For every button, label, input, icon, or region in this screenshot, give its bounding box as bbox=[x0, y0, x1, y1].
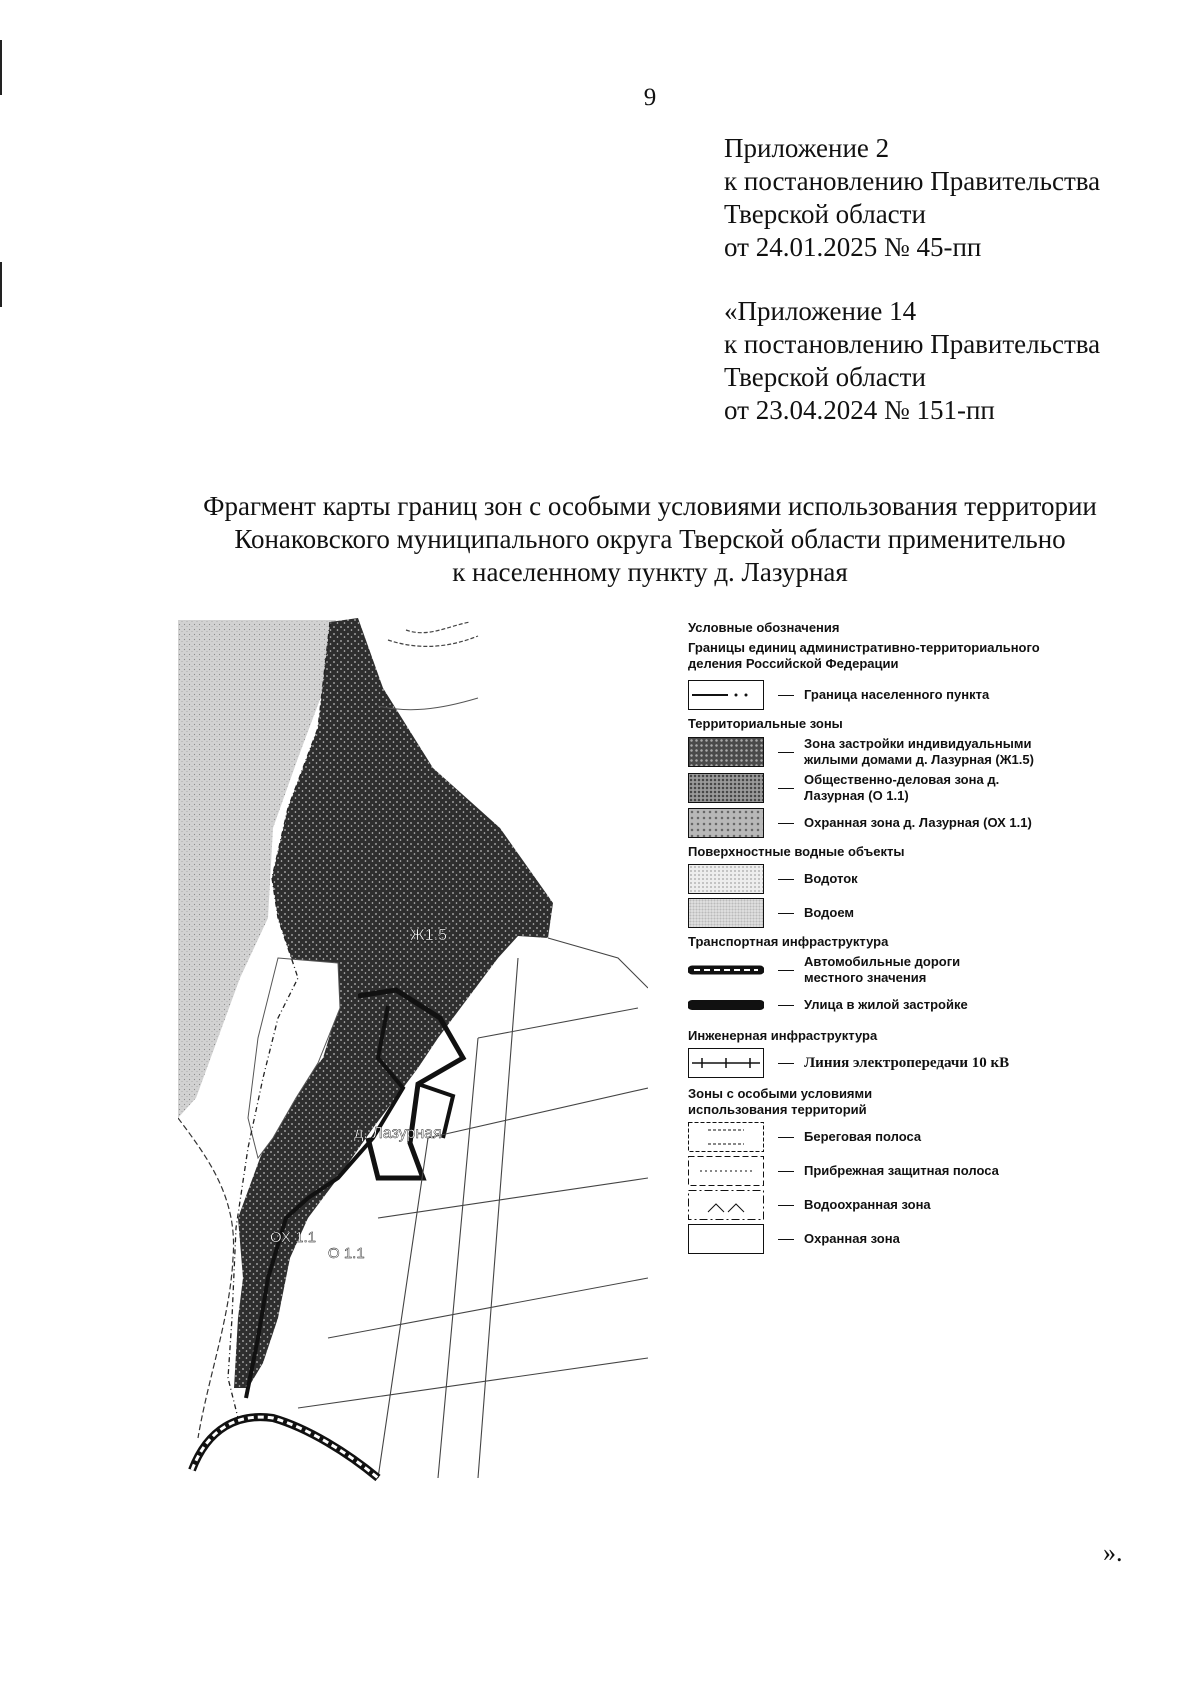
shore-strip-symbol bbox=[688, 1122, 764, 1152]
title-line: Фрагмент карты границ зон с особыми условиями использования территории bbox=[203, 491, 1097, 521]
map-stream bbox=[388, 622, 478, 646]
attachment-line: к постановлению Правительства bbox=[724, 329, 1101, 359]
legend-item-protected bbox=[688, 1224, 1088, 1254]
legend-label: Прибрежная защитная полоса bbox=[804, 1163, 999, 1178]
legend-label: Охранная зона bbox=[804, 1231, 900, 1246]
stream-swatch bbox=[688, 864, 764, 894]
legend-section-admin: Границы единиц административно-территориального деления Российской Федерации bbox=[688, 640, 1040, 671]
page-number: 9 bbox=[643, 84, 657, 111]
map-label-zh15: Ж1.5 bbox=[410, 927, 448, 944]
closing-quote: ». bbox=[1103, 1538, 1123, 1567]
legend-label: Береговая полоса bbox=[804, 1129, 922, 1144]
map-local-road bbox=[192, 1417, 378, 1478]
legend-dash bbox=[778, 879, 794, 880]
attachment-line: Тверской области bbox=[724, 362, 926, 392]
legend-section-territorial: Территориальные зоны bbox=[688, 716, 843, 731]
title-line: к населенному пункту д. Лазурная bbox=[452, 557, 848, 587]
legend-label: Улица в жилой застройке bbox=[804, 997, 968, 1012]
legend-item-o11 bbox=[688, 772, 1088, 804]
legend-label: Зона застройки индивидуальными жилыми домами д. Лазурная (Ж1.5) bbox=[804, 736, 1034, 767]
legend-dash bbox=[778, 1137, 794, 1138]
legend-label: Общественно-деловая зона д. Лазурная (О 1.1) bbox=[804, 772, 1000, 803]
legend-label: Автомобильные дороги местного значения bbox=[804, 954, 961, 985]
legend-dash bbox=[778, 752, 794, 753]
settlement-border-symbol bbox=[688, 680, 764, 710]
legend-item-street bbox=[688, 990, 1088, 1020]
legend-section-engineering: Инженерная инфраструктура bbox=[688, 1028, 878, 1043]
map-legend bbox=[688, 620, 1088, 1258]
legend-dash bbox=[778, 970, 794, 971]
legend-dash bbox=[778, 1005, 794, 1006]
legend-item-ox11 bbox=[688, 808, 1088, 838]
ox11-swatch bbox=[688, 808, 764, 838]
legend-item-pond bbox=[688, 898, 1088, 928]
zone-map bbox=[178, 618, 648, 1493]
map-shoreline bbox=[178, 1118, 234, 1438]
attachment-line: Приложение 2 bbox=[724, 133, 890, 163]
legend-dash bbox=[778, 1239, 794, 1240]
street-symbol bbox=[688, 990, 764, 1020]
document-title bbox=[0, 490, 1200, 589]
attachment-line: к постановлению Правительства bbox=[724, 166, 1101, 196]
legend-dash bbox=[778, 913, 794, 914]
legend-dash bbox=[778, 1171, 794, 1172]
legend-label: Водоток bbox=[804, 871, 858, 886]
legend-dash bbox=[778, 788, 794, 789]
legend-item-water-protection bbox=[688, 1190, 1088, 1220]
legend-section-transport: Транспортная инфраструктура bbox=[688, 934, 889, 949]
legend-item-local-roads bbox=[688, 954, 1088, 986]
zh15-swatch bbox=[688, 737, 764, 767]
legend-label: Граница населенного пункта bbox=[804, 687, 990, 702]
legend-dash bbox=[778, 695, 794, 696]
protected-zone-symbol bbox=[688, 1224, 764, 1254]
legend-label: Водоохранная зона bbox=[804, 1197, 931, 1212]
page-edge-mark bbox=[0, 262, 2, 307]
map-label-ox11: ОХ 1.1 bbox=[270, 1229, 317, 1246]
legend-item-zh15 bbox=[688, 736, 1088, 768]
legend-section-water: Поверхностные водные объекты bbox=[688, 844, 905, 859]
legend-item-coastal-protective bbox=[688, 1156, 1088, 1186]
legend-item-powerline bbox=[688, 1048, 1088, 1078]
attachment-block-2 bbox=[724, 295, 1100, 427]
legend-dash bbox=[778, 1063, 794, 1064]
legend-dash bbox=[778, 1205, 794, 1206]
attachment-line: от 24.01.2025 № 45-пп bbox=[724, 232, 982, 262]
legend-label: Охранная зона д. Лазурная (ОХ 1.1) bbox=[804, 815, 1032, 830]
attachment-block-1 bbox=[724, 132, 1100, 264]
map-label-o11: О 1.1 bbox=[328, 1245, 365, 1262]
coastal-protective-symbol bbox=[688, 1156, 764, 1186]
map-label-village: д. Лазурная bbox=[354, 1125, 442, 1142]
water-protection-symbol bbox=[688, 1190, 764, 1220]
pond-swatch bbox=[688, 898, 764, 928]
legend-label: Водоем bbox=[804, 905, 855, 920]
local-road-symbol bbox=[688, 955, 764, 985]
legend-section-special: Зоны с особыми условиями использования территорий bbox=[688, 1086, 873, 1117]
legend-item-settlement-border bbox=[688, 680, 1088, 710]
legend-dash bbox=[778, 823, 794, 824]
legend-item-stream bbox=[688, 864, 1088, 894]
powerline-symbol bbox=[688, 1048, 764, 1078]
legend-heading: Условные обозначения bbox=[688, 620, 840, 635]
o11-swatch bbox=[688, 773, 764, 803]
legend-label: Линия электропередачи 10 кВ bbox=[804, 1055, 1010, 1071]
title-line: Конаковского муниципального округа Тверской области применительно bbox=[234, 524, 1066, 554]
attachment-line: от 23.04.2024 № 151-пп bbox=[724, 395, 995, 425]
attachment-line: Тверской области bbox=[724, 199, 926, 229]
attachment-line: «Приложение 14 bbox=[724, 296, 917, 326]
legend-item-shore-strip bbox=[688, 1122, 1088, 1152]
